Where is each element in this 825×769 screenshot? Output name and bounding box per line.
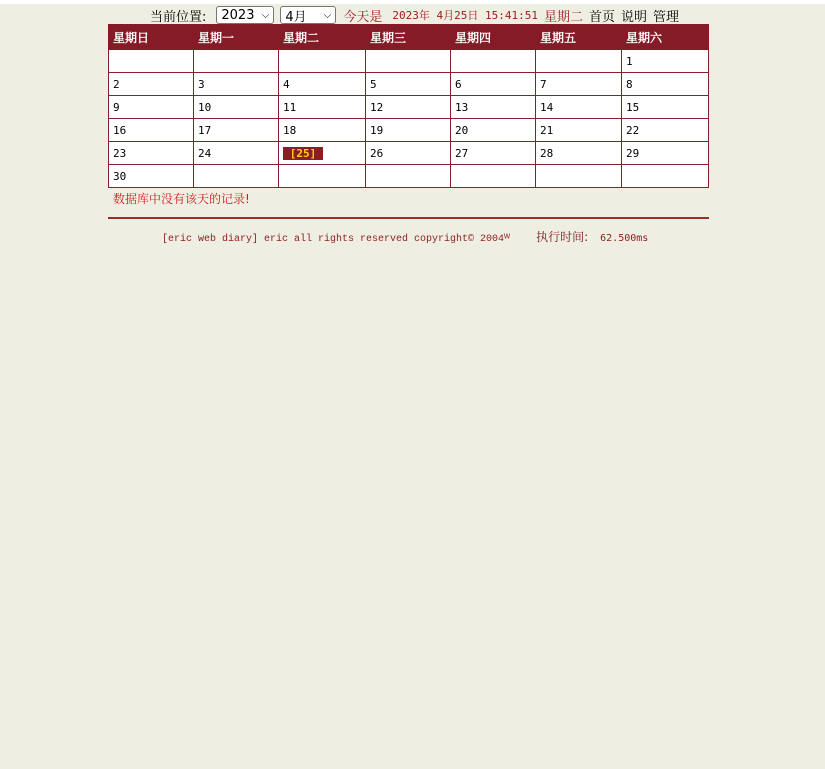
day-cell[interactable]: 7	[536, 73, 622, 96]
day-cell[interactable]: 9	[109, 96, 194, 119]
month-select[interactable]	[280, 6, 336, 24]
footer-divider	[108, 217, 709, 219]
day-cell[interactable]: 10	[194, 96, 279, 119]
day-cell[interactable]: 12	[366, 96, 451, 119]
day-cell	[451, 165, 536, 188]
today-weekday: 星期二	[544, 9, 584, 25]
day-cell	[536, 165, 622, 188]
weekday-header: 星期一	[194, 25, 279, 50]
chevron-down-icon: ⌵	[323, 9, 332, 21]
weekday-header: 星期四	[451, 25, 536, 50]
weekday-header: 星期三	[366, 25, 451, 50]
calendar-header-row	[109, 25, 709, 50]
calendar-week-row	[109, 50, 709, 73]
day-cell[interactable]: 17	[194, 119, 279, 142]
location-bar	[150, 5, 685, 25]
no-record-message: 数据库中没有该天的记录!	[113, 192, 250, 206]
exec-time-label: 执行时间:	[536, 230, 589, 244]
footer-copyright: [eric web diary] eric all rights reserved copyright© 2004ᵂ	[162, 234, 511, 245]
exec-time-value: 62.500ms	[600, 233, 649, 244]
day-cell[interactable]: 5	[366, 73, 451, 96]
day-cell[interactable]: 21	[536, 119, 622, 142]
day-cell	[366, 50, 451, 73]
day-cell[interactable]: 13	[451, 96, 536, 119]
day-cell[interactable]: 27	[451, 142, 536, 165]
weekday-header: 星期五	[536, 25, 622, 50]
chevron-down-icon: ⌵	[261, 9, 270, 21]
day-cell[interactable]: 8	[622, 73, 709, 96]
day-cell	[194, 165, 279, 188]
day-cell[interactable]: 29	[622, 142, 709, 165]
year-select[interactable]	[216, 6, 274, 24]
today-badge[interactable]: [25]	[283, 147, 323, 160]
day-cell[interactable]: 19	[366, 119, 451, 142]
day-cell[interactable]: 24	[194, 142, 279, 165]
day-cell-today[interactable]	[279, 142, 366, 165]
day-cell	[451, 50, 536, 73]
day-cell[interactable]: 28	[536, 142, 622, 165]
day-cell	[194, 50, 279, 73]
day-cell[interactable]: 4	[279, 73, 366, 96]
day-cell[interactable]: 2	[109, 73, 194, 96]
weekday-header: 星期二	[279, 25, 366, 50]
calendar-week-row	[109, 165, 709, 188]
calendar-week-row	[109, 96, 709, 119]
weekday-header: 星期六	[622, 25, 709, 50]
day-cell	[622, 165, 709, 188]
day-cell[interactable]: 3	[194, 73, 279, 96]
day-cell	[366, 165, 451, 188]
day-cell[interactable]: 1	[622, 50, 709, 73]
calendar-table	[108, 24, 709, 188]
day-cell	[536, 50, 622, 73]
today-datetime: 2023年 4月25日 15:41:51	[392, 9, 538, 22]
year-select-value: 2023	[221, 7, 255, 23]
day-cell[interactable]: 16	[109, 119, 194, 142]
nav-link-admin[interactable]: 管理	[653, 9, 680, 25]
day-cell[interactable]: 6	[451, 73, 536, 96]
day-cell	[279, 165, 366, 188]
month-select-value: 4月	[285, 9, 307, 25]
day-cell[interactable]: 23	[109, 142, 194, 165]
calendar-week-row	[109, 73, 709, 96]
weekday-header: 星期日	[109, 25, 194, 50]
top-strip	[0, 0, 825, 4]
nav-link-home[interactable]: 首页	[589, 9, 616, 25]
calendar-week-row	[109, 119, 709, 142]
location-label: 当前位置:	[150, 9, 207, 25]
day-cell[interactable]: 14	[536, 96, 622, 119]
calendar-week-row	[109, 142, 709, 165]
day-cell[interactable]: 22	[622, 119, 709, 142]
footer	[162, 228, 648, 245]
day-cell[interactable]: 30	[109, 165, 194, 188]
today-label: 今天是	[343, 9, 383, 25]
nav-link-help[interactable]: 说明	[621, 9, 648, 25]
day-cell	[279, 50, 366, 73]
day-cell	[109, 50, 194, 73]
day-cell[interactable]: 26	[366, 142, 451, 165]
day-cell[interactable]: 11	[279, 96, 366, 119]
day-cell[interactable]: 20	[451, 119, 536, 142]
day-cell[interactable]: 18	[279, 119, 366, 142]
day-cell[interactable]: 15	[622, 96, 709, 119]
